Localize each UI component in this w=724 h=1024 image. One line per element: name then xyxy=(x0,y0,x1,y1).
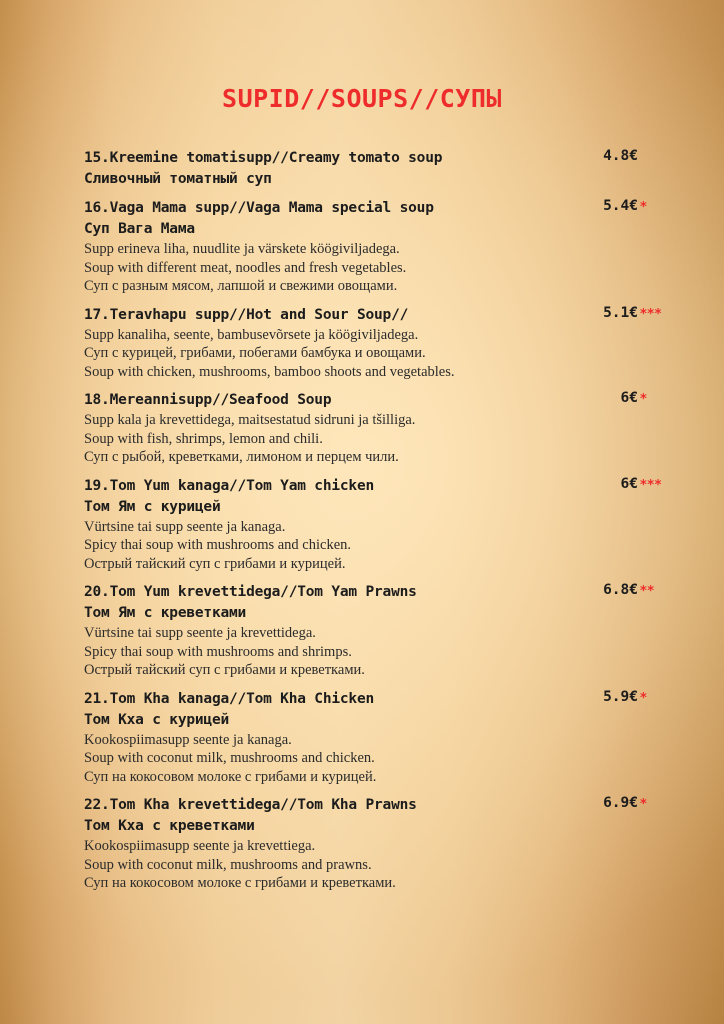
menu-item-header xyxy=(84,198,676,218)
menu-item-description xyxy=(84,518,676,574)
description-line: Суп с курицей, грибами, побегами бамбука и овощами. xyxy=(84,345,426,361)
spice-level-icon: * xyxy=(640,797,648,812)
description-line: Острый тайский суп с грибами и креветками. xyxy=(84,662,365,678)
menu-item-description xyxy=(84,731,676,787)
menu-item-price: 5.4€ xyxy=(603,198,638,214)
description-line: Soup with coconut milk, mushrooms and chicken. xyxy=(84,750,375,766)
menu-item-header xyxy=(84,795,676,815)
menu-item-price: 6€ xyxy=(620,390,638,406)
menu-item-description xyxy=(84,837,676,893)
menu-item xyxy=(84,476,676,574)
menu-item-name-translated: Сливочный томатный суп xyxy=(84,171,272,187)
menu-item-name: 20.Tom Yum krevettidega//Tom Yam Prawns xyxy=(84,584,417,600)
menu-item-name: 16.Vaga Mama supp//Vaga Mama special soup xyxy=(84,200,434,216)
menu-item-price: 6.9€ xyxy=(603,795,638,811)
menu-item xyxy=(84,390,676,467)
menu-item-name: 21.Tom Kha kanaga//Tom Kha Chicken xyxy=(84,690,375,707)
description-line: Supp erineva liha, nuudlite ja värskete köögiviljadega. xyxy=(84,241,400,257)
spice-level-icon: ** xyxy=(640,584,655,599)
description-line: Supp kanaliha, seente, bambusevõrsete ja köögiviljadega. xyxy=(84,326,419,343)
menu-item-header xyxy=(84,476,676,496)
menu-item xyxy=(84,689,676,787)
menu-item xyxy=(84,198,676,296)
spice-level-icon: * xyxy=(640,690,648,706)
page-title: SUPID//SOUPS//СУПЫ xyxy=(222,84,502,113)
menu-item-header xyxy=(84,148,676,168)
menu-item-description xyxy=(84,624,676,680)
description-line: Spicy thai soup with mushrooms and chicken. xyxy=(84,537,352,553)
menu-item-description xyxy=(84,411,676,467)
menu-item-header xyxy=(84,689,676,709)
menu-item-header xyxy=(84,390,676,410)
menu-item-price: 5.1€ xyxy=(603,304,638,321)
menu-item-name-translated: Том Ям с креветками xyxy=(84,605,247,621)
description-line: Kookospiimasupp seente ja kanaga. xyxy=(84,731,292,748)
description-line: Острый тайский суп с грибами и курицей. xyxy=(84,555,346,572)
menu-list xyxy=(84,148,676,902)
description-line: Kookospiimasupp seente ja krevettiega. xyxy=(84,838,316,854)
spice-level-icon: * xyxy=(640,200,648,215)
menu-item-header xyxy=(84,582,676,602)
description-line: Soup with fish, shrimps, lemon and chili. xyxy=(84,430,323,447)
description-line: Vürtsine tai supp seente ja krevettidega. xyxy=(84,625,316,641)
spice-level-icon: * xyxy=(640,392,648,407)
menu-item-name: 22.Tom Kha krevettidega//Tom Kha Prawns xyxy=(84,797,417,813)
description-line: Суп на кокосовом молоке с грибами и курицей. xyxy=(84,768,377,785)
description-line: Vürtsine tai supp seente ja kanaga. xyxy=(84,518,286,535)
menu-item xyxy=(84,795,676,893)
description-line: Суп на кокосовом молоке с грибами и креветками. xyxy=(84,875,396,891)
menu-item-price: 5.9€ xyxy=(603,688,638,705)
description-line: Суп с рыбой, креветками, лимоном и перцем чили. xyxy=(84,449,399,465)
description-line: Soup with different meat, noodles and fresh vegetables. xyxy=(84,259,407,276)
spice-level-icon: *** xyxy=(640,477,662,493)
description-line: Spicy thai soup with mushrooms and shrimps. xyxy=(84,643,352,660)
menu-item-name: 15.Kreemine tomatisupp//Creamy tomato soup xyxy=(84,150,443,166)
description-line: Soup with coconut milk, mushrooms and prawns. xyxy=(84,856,372,873)
menu-item-header xyxy=(84,305,676,325)
menu-item-description xyxy=(84,240,676,296)
menu-item-price: 4.8€ xyxy=(603,148,638,164)
menu-item xyxy=(84,582,676,680)
description-line: Суп с разным мясом, лапшой и свежими овощами. xyxy=(84,278,398,294)
spice-level-icon: *** xyxy=(640,306,662,322)
menu-item-name-translated: Том Кха с курицей xyxy=(84,711,230,728)
menu-item xyxy=(84,305,676,382)
menu-item xyxy=(84,148,676,189)
description-line: Supp kala ja krevettidega, maitsestatud sidruni ja tšilliga. xyxy=(84,412,416,428)
menu-item-price: 6€ xyxy=(620,475,638,492)
menu-item-name: 19.Tom Yum kanaga//Tom Yam chicken xyxy=(84,477,375,494)
menu-item-name: 17.Teravhapu supp//Hot and Sour Soup// xyxy=(84,306,409,323)
menu-item-name: 18.Mereannisupp//Seafood Soup xyxy=(84,392,332,408)
menu-item-price: 6.8€ xyxy=(603,582,638,598)
menu-item-name-translated: Том Ям с курицей xyxy=(84,498,221,515)
description-line: Soup with chicken, mushrooms, bamboo shoots and vegetables. xyxy=(84,363,455,380)
menu-item-name-translated: Суп Вага Мама xyxy=(84,221,195,237)
menu-item-name-translated: Том Кха с креветками xyxy=(84,818,255,834)
menu-item-description xyxy=(84,326,676,382)
